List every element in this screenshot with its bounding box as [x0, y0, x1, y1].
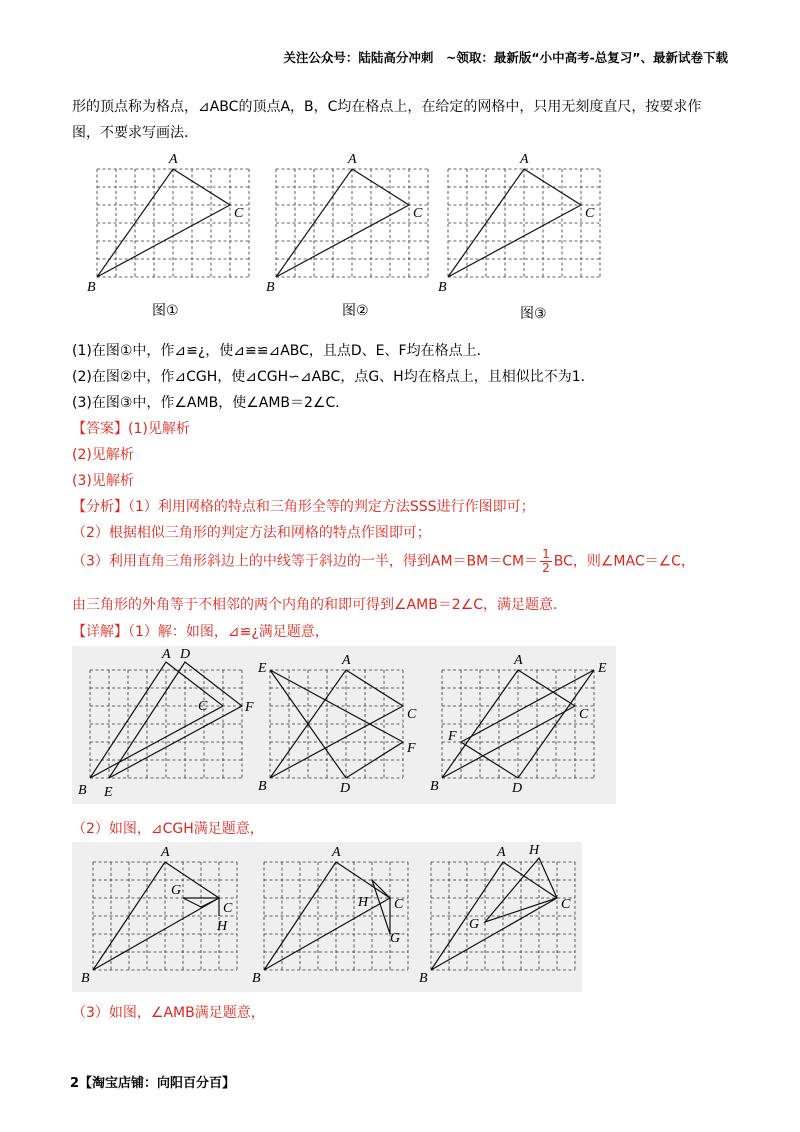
- label-a: A: [332, 845, 341, 860]
- detail-figure-2: [257, 653, 417, 796]
- label-e: E: [104, 785, 113, 800]
- detail-d2: （2）如图，⊿CGH满足题意，: [72, 821, 264, 837]
- label-b: B: [252, 971, 261, 986]
- question-part-3: (3)在图③中，作∠AMB，使∠AMB＝2∠C．: [72, 395, 350, 411]
- page-header: 关注公众号：陆陆高分冲刺 ~领取：最新版“小中高考-总复习”、最新试卷下载: [283, 50, 728, 65]
- label-b: B: [438, 280, 447, 295]
- analysis-p3a: （3）利用直角三角形斜边上的中线等于斜边的一半，得到AM＝BM＝CM＝: [72, 553, 539, 570]
- detail-figure-6: [419, 843, 575, 986]
- analysis-p4: 由三角形的外角等于不相邻的两个内角的和即可得到∠AMB＝2∠C，满足题意．: [72, 597, 568, 613]
- label-c: C: [394, 897, 404, 912]
- question-figures: [0, 145, 800, 315]
- label-b: B: [258, 779, 267, 794]
- analysis-p1: （1）利用网格的特点和三角形全等的判定方法SSS进行作图即可；: [128, 499, 535, 515]
- label-h: H: [217, 919, 228, 934]
- analysis-p3b: BC，则∠MAC＝∠C，: [553, 553, 695, 570]
- detail-figure-5: [252, 845, 408, 986]
- label-a: A: [514, 653, 523, 668]
- label-a: A: [497, 845, 506, 860]
- label-c: C: [413, 206, 423, 221]
- question-part-2: (2)在图②中，作⊿CGH，使⊿CGH∽⊿ABC，点G、H均在格点上，且相似比不为1．: [72, 369, 595, 385]
- question-line-2: 图，不要求写画法．: [72, 125, 198, 141]
- analysis-line-1: [72, 496, 535, 516]
- label-b: B: [266, 280, 275, 295]
- answer-3: (3)见解析: [72, 473, 134, 489]
- detail-figure-1: [78, 647, 254, 800]
- label-e: E: [598, 661, 607, 676]
- label-f: F: [407, 741, 416, 756]
- question-part-1: (1)在图①中，作⊿≌¿，使⊿≌≌⊿ABC，且点D、E、F均在格点上．: [72, 343, 491, 359]
- detail-figures-1: [0, 640, 800, 810]
- page-footer: 2【淘宝店铺：向阳百分百】: [70, 1076, 236, 1091]
- label-c: C: [223, 901, 233, 916]
- label-b: B: [419, 971, 428, 986]
- detail-line-1: [72, 621, 329, 641]
- label-c: C: [585, 206, 595, 221]
- label-a: A: [342, 653, 351, 668]
- label-b: B: [78, 783, 87, 798]
- detail-label: 【详解】: [72, 624, 128, 640]
- label-g: G: [171, 883, 182, 898]
- label-h: H: [529, 843, 540, 858]
- fraction-denominator: 2: [542, 561, 550, 575]
- label-a: A: [161, 845, 170, 860]
- figure-1: [87, 152, 249, 295]
- answer-label: 【答案】: [72, 421, 128, 437]
- analysis-line-3: [72, 548, 695, 575]
- question-line-1: 形的顶点称为格点，⊿ABC的顶点A，B，C均在格点上，在给定的网格中，只用无刻度直尺，按要求作: [72, 99, 702, 115]
- caption-figure-3: 图③: [520, 306, 547, 322]
- label-c: C: [579, 707, 589, 722]
- label-c: C: [198, 699, 208, 714]
- figure-2: [266, 152, 428, 295]
- label-c: C: [407, 707, 417, 722]
- analysis-label: 【分析】: [72, 499, 128, 515]
- answer-2: (2)见解析: [72, 447, 134, 463]
- label-e: E: [258, 661, 267, 676]
- caption-figure-2: 图②: [342, 303, 369, 319]
- detail-figure-4: [81, 845, 237, 986]
- label-h: H: [358, 895, 369, 910]
- label-g: G: [390, 931, 401, 946]
- figure-3: [438, 152, 600, 295]
- detail-figure-3: [430, 653, 607, 796]
- label-g: G: [469, 917, 480, 932]
- label-b: B: [87, 280, 96, 295]
- label-a: A: [348, 152, 357, 167]
- label-a: A: [520, 152, 529, 167]
- caption-figure-1: 图①: [152, 303, 179, 319]
- fraction-one-half: [540, 548, 552, 575]
- answer-1: (1)见解析: [128, 421, 190, 437]
- label-d: D: [180, 647, 191, 662]
- label-d: D: [512, 781, 523, 796]
- label-c: C: [234, 206, 244, 221]
- label-c: C: [561, 897, 571, 912]
- detail-d1: （1）解：如图，⊿≌¿满足题意，: [128, 624, 329, 640]
- label-f: F: [448, 729, 457, 744]
- analysis-p2: （2）根据相似三角形的判定方法和网格的特点作图即可；: [72, 525, 431, 541]
- detail-figures-2: [0, 838, 800, 998]
- triangle-abc: [90, 662, 223, 778]
- triangle-def: [109, 662, 242, 778]
- detail-d3: （3）如图，∠AMB满足题意，: [72, 1005, 265, 1021]
- fraction-numerator: 1: [542, 547, 550, 561]
- answer-line-1: [72, 418, 190, 438]
- label-f: F: [245, 700, 254, 715]
- label-a: A: [169, 152, 178, 167]
- label-a: A: [162, 647, 171, 662]
- label-b: B: [81, 971, 90, 986]
- label-d: D: [340, 781, 351, 796]
- label-b: B: [430, 779, 439, 794]
